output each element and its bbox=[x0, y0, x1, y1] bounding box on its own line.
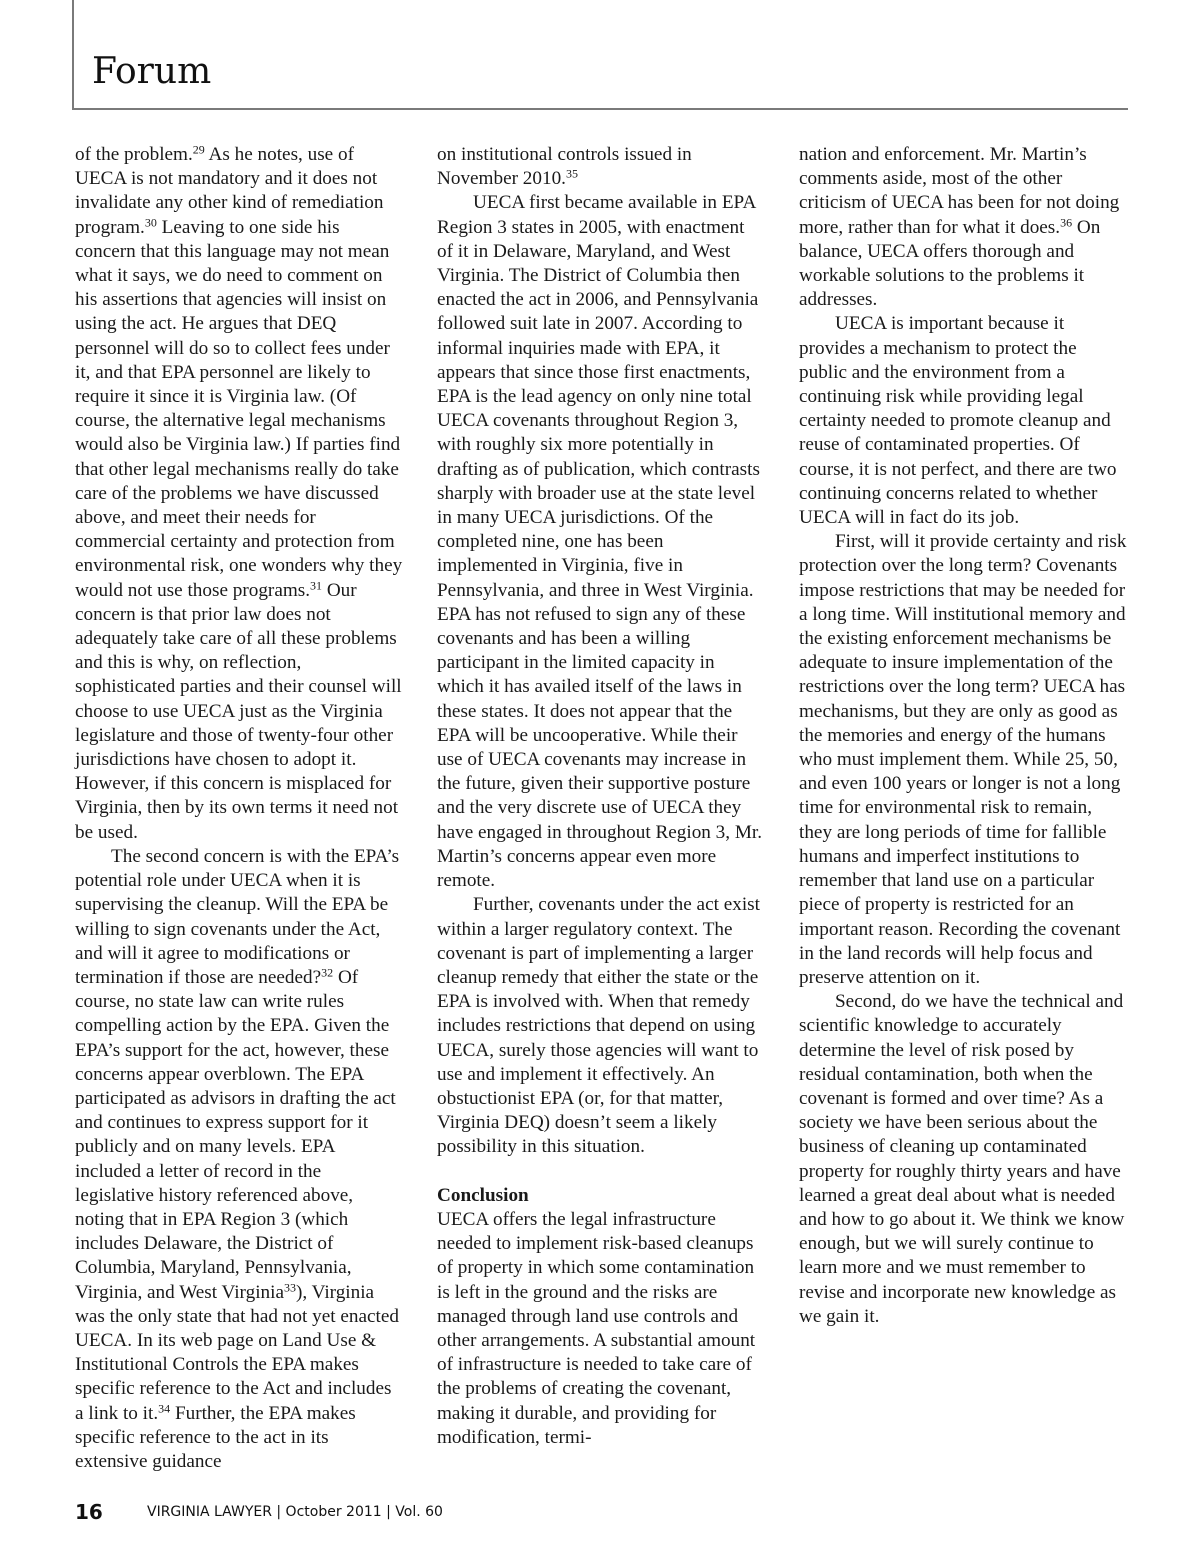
column-3 bbox=[799, 143, 1129, 1329]
paragraph: Second, do we have the technical and scientific knowledge to accurately determine the level of risk posed by residual contamination, both when the covenant is formed and over time? As a society we have been serious about the business of cleaning up contaminated property for roughly thirty years and have learned a great deal about what is needed and how to go about it. We think we know enough, but we will surely continue to learn more and we must remember to revise and incorporate new knowledge as we gain it. bbox=[799, 991, 1125, 1327]
footnote-ref: 30 bbox=[144, 215, 157, 230]
paragraph: Further, covenants under the act exist within a larger regulatory context. The covenant is part of implementing a larger cleanup remedy that either the state or the EPA is involved with. When that remedy includes restrictions that depend on using UECA, surely those agencies will want to use and implement it effectively. An obstuctionist EPA (or, for that matter, Virginia DEQ) doesn’t seem a likely possibility in this situation. bbox=[437, 894, 760, 1158]
footnote-ref: 31 bbox=[310, 578, 323, 593]
footnote-ref: 33 bbox=[283, 1279, 296, 1294]
column-2 bbox=[437, 143, 765, 1450]
footnote-ref: 36 bbox=[1060, 215, 1073, 230]
conclusion-heading: Conclusion bbox=[437, 1184, 529, 1206]
footnote-ref: 34 bbox=[158, 1400, 171, 1415]
paragraph: UECA first became available in EPA Region 3 states in 2005, with enactment of it in Delaware, Maryland, and West Virginia. The District of Columbia then enacted the act in 2006, and Pennsylvania followed suit late in 2007. According to informal inquiries made with EPA, it appears that since those first enactments, EPA is the lead agency on only nine total UECA covenants throughout Region 3, with roughly six more potentially in drafting as of publication, which contrasts sharply with broader use at the state level in many UECA jurisdictions. Of the completed nine, one has been implemented in Virginia, five in Pennsylvania, and three in West Virginia. EPA has not refused to sign any of these covenants and has been a willing participant in the limited capacity in which it has availed itself of the laws in these states. It does not appear that the EPA will be uncooperative. While their use of UECA covenants may increase in the future, given their supportive posture and the very discrete use of UECA they have engaged in throughout Region 3, Mr. Martin’s concerns appear even more remote. bbox=[437, 192, 763, 892]
page-number: 16 bbox=[75, 1500, 103, 1524]
paragraph: of the problem.$^{29}$ As he notes, use of UECA is not mandatory and it does not invalidate any other kind of remediation program.$^{30}$ Leaving to one side his concern that this language may not mean what it says, we do need to comment on his assertions that agencies will insist on using the act. He argues that DEQ personnel will do so to collect fees under it, and that EPA personnel are likely to require it since it is Virginia law. (Of course, the alternative legal mechanisms would also be Virginia law.) If parties find that other legal mechanisms really do take care of the problems we have discussed above, and meet their needs for commercial certainty and protection from environmental risk, one wonders why they would not use those programs.$^{31}$ Our concern is that prior law does not adequately take care of all these problems and this is why, on reflection, sophisticated parties and their counsel will choose to use UECA just as the Virginia legislature and those of twenty-four other jurisdictions have chosen to adopt it. However, if this concern is misplaced for Virginia, then by its own terms it need not be used. bbox=[75, 142, 403, 843]
paragraph: UECA is important because it provides a mechanism to protect the public and the environment from a continuing risk while providing legal certainty needed to promote cleanup and reuse of contaminated properties. Of course, it is not perfect, and there are two continuing concerns related to whether UECA will in fact do its job. bbox=[799, 313, 1117, 529]
publication-info: VIRGINIA LAWYER | October 2011 | Vol. 60 bbox=[147, 1504, 443, 1520]
paragraph: nation and enforcement. Mr. Martin’s comments aside, most of the other criticism of UECA has been for not doing more, rather than for what it does.$^{36}$ On balance, UECA offers thorough and workable solutions to the problems it addresses. bbox=[799, 144, 1120, 311]
paragraph: on institutional controls issued in November 2010.35 bbox=[437, 144, 692, 190]
section-title: Forum bbox=[92, 51, 212, 92]
header-horizontal-rule bbox=[72, 108, 1128, 110]
footnote-ref: 32 bbox=[321, 965, 334, 980]
paragraph: UECA offers the legal infrastructure needed to implement risk-based cleanups of property in which some contamination is left in the ground and the risks are managed through land use controls and other arrangements. A substantial amount of infrastructure is needed to take care of the problems of creating the covenant, making it durable, and providing for modification, termi- bbox=[437, 1208, 756, 1448]
paragraph: The second concern is with the EPA’s potential role under UECA when it is supervising the cleanup. Will the EPA be willing to sign covenants under the Act, and will it agree to modifications or termination if those are needed?$^{32}$ Of course, no state law can write rules compelling action by the EPA. Given the EPA’s support for the act, however, these concerns appear overblown. The EPA participated as advisors in drafting the act and continues to express support for it publicly and on many levels. EPA included a letter of record in the legislative history referenced above, noting that in EPA Region 3 (which includes Delaware, the District of Columbia, Maryland, Pennsylvania, Virginia, and West Virginia$^{33}$), Virginia was the only state that had not yet enacted UECA. In its web page on Land Use & Institutional Controls the EPA makes specific reference to the Act and includes a link to it.$^{34}$ Further, the EPA makes specific reference to the act in its extensive guidance bbox=[75, 845, 400, 1472]
footnote-ref: 35 bbox=[565, 166, 578, 181]
paragraph: First, will it provide certainty and risk protection over the long term? Covenants impose restrictions that may be needed for a long time. Will institutional memory and the existing enforcement mechanisms be adequate to insure implementation of the restrictions over the long term? UECA has mechanisms, but they are only as good as the memories and energy of the humans who must implement them. While 25, 50, and even 100 years or longer is not a long time for environmental risk to remain, they are long periods of time for fallible humans and imperfect institutions to remember that land use on a particular piece of property is restricted for an important reason. Recording the covenant in the land records will help focus and preserve attention on it. bbox=[799, 531, 1127, 988]
column-1 bbox=[75, 143, 403, 1474]
footnote-ref: 29 bbox=[192, 142, 205, 157]
header-vertical-rule bbox=[72, 0, 74, 109]
